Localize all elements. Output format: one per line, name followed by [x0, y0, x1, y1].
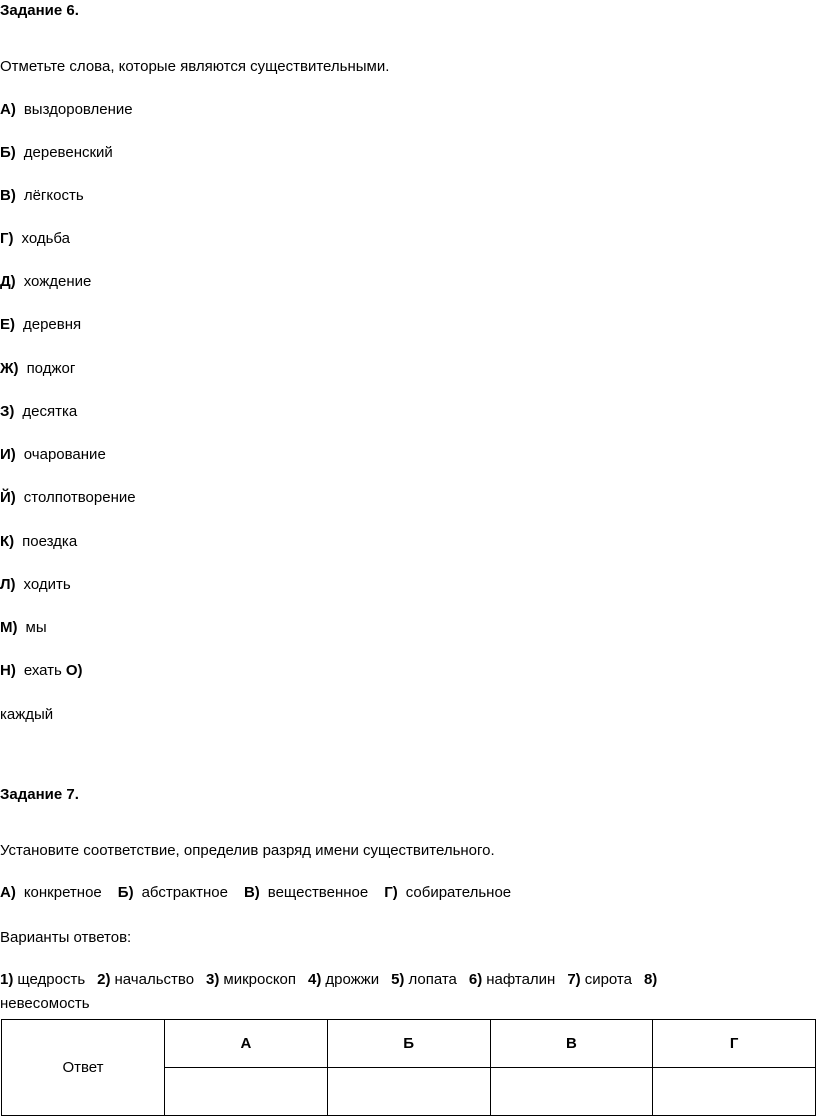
answer-cell-g[interactable]	[653, 1068, 816, 1116]
option-o-word: каждый	[0, 706, 54, 723]
option-o-letter: О)	[65, 662, 83, 679]
answer-cell-b[interactable]	[327, 1068, 490, 1116]
answer-cell-v[interactable]	[490, 1068, 653, 1116]
answer-column-g: Г	[653, 1020, 816, 1068]
answer-variants: 1) щедрость 2) начальство 3) микроскоп 4) дрожжи 5) лопата 6) нафталин 7) сирота 8)	[0, 971, 658, 988]
option-d: Д) хождение	[0, 273, 92, 290]
variants-label: Варианты ответов:	[0, 929, 132, 946]
option-zh: Ж) поджог	[0, 360, 76, 377]
answer-column-v: В	[490, 1020, 653, 1068]
option-a: А) выздоровление	[0, 101, 133, 118]
task6-title: Задание 6.	[0, 2, 79, 19]
answer-row-label: Ответ	[2, 1020, 165, 1116]
option-b: Б) деревенский	[0, 144, 113, 161]
option-k: К) поездка	[0, 533, 78, 550]
option-i: И) очарование	[0, 446, 106, 463]
option-l: Л) ходить	[0, 576, 71, 593]
task7-instruction: Установите соответствие, определив разряд имени существительного.	[0, 842, 495, 859]
option-j: Й) столпотворение	[0, 489, 136, 506]
option-n: Н) ехать О)	[0, 662, 83, 679]
option-e: Е) деревня	[0, 316, 82, 333]
task7-title: Задание 7.	[0, 786, 79, 803]
option-m: М) мы	[0, 619, 47, 636]
answer-variant-8-word: невесомость	[0, 995, 90, 1012]
option-v: В) лёгкость	[0, 187, 84, 204]
option-g: Г) ходьба	[0, 230, 71, 247]
answer-column-a: А	[165, 1020, 328, 1068]
option-z: З) десятка	[0, 403, 78, 420]
answer-column-b: Б	[327, 1020, 490, 1068]
task6-instruction: Отметьте слова, которые являются существительными.	[0, 58, 390, 75]
task7-categories: А) конкретное Б) абстрактное В) вещественное Г) собирательное	[0, 884, 512, 901]
answer-table	[1, 1019, 816, 1116]
answer-cell-a[interactable]	[165, 1068, 328, 1116]
